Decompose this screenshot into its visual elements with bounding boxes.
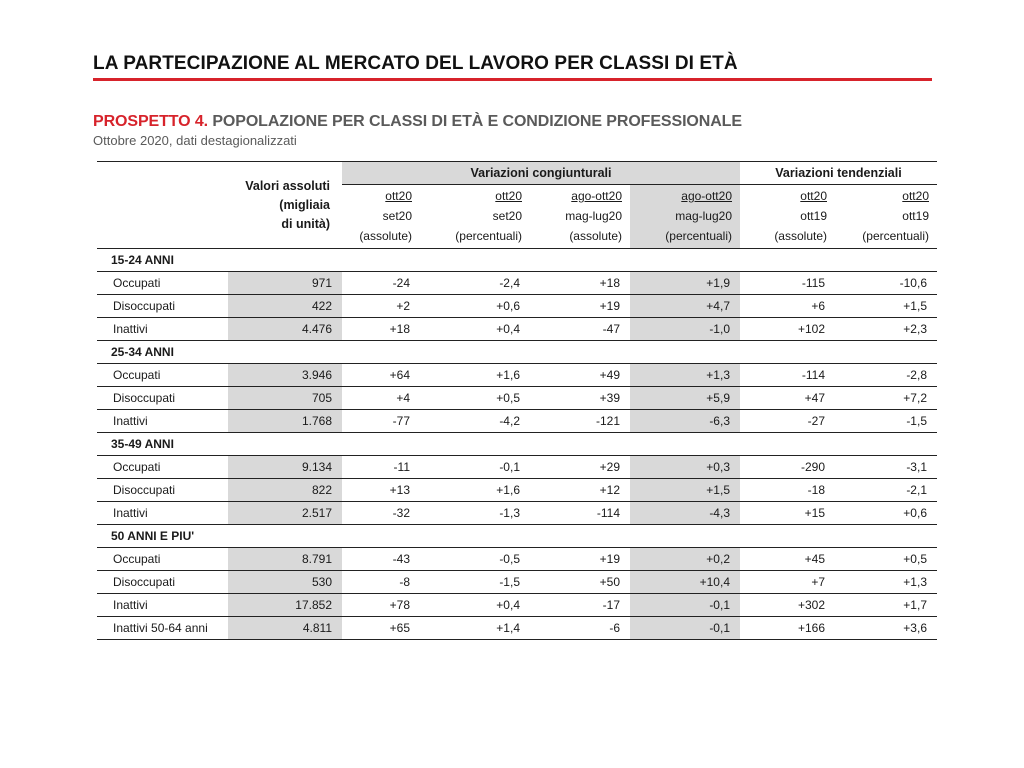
table-cell: -1,5 [420, 571, 530, 594]
table-cell: -2,4 [420, 272, 530, 295]
table-cell: +166 [740, 617, 835, 640]
title-rule [93, 78, 932, 81]
section-filler-cell [740, 249, 835, 272]
column-header-base: ott19 [800, 209, 827, 223]
table-row [97, 318, 937, 341]
table-cell: 705 [228, 387, 342, 410]
header-corner-lower [97, 185, 228, 249]
table-row [97, 295, 937, 318]
table-cell: +0,5 [420, 387, 530, 410]
section-filler-cell [342, 433, 420, 456]
table-cell: +0,2 [630, 548, 740, 571]
table-cell: -8 [342, 571, 420, 594]
table-cell: +18 [530, 272, 630, 295]
table-cell: +6 [740, 295, 835, 318]
table-cell: +0,5 [835, 548, 937, 571]
section-filler-cell [630, 249, 740, 272]
table-cell: -115 [740, 272, 835, 295]
section-title: 15-24 ANNI [97, 249, 228, 272]
page-title: LA PARTECIPAZIONE AL MERCATO DEL LAVORO PER CLASSI DI ETÀ [93, 53, 738, 74]
row-label: Disoccupati [97, 571, 228, 594]
column-header-period: ott20 [800, 189, 827, 203]
table-cell: +0,6 [835, 502, 937, 525]
table-cell: +1,3 [630, 364, 740, 387]
table-cell: -18 [740, 479, 835, 502]
table-cell: +7,2 [835, 387, 937, 410]
section-filler-cell [835, 249, 937, 272]
table-row [97, 410, 937, 433]
table-cell: +78 [342, 594, 420, 617]
table-cell: +45 [740, 548, 835, 571]
row-label: Disoccupati [97, 295, 228, 318]
header-corner [97, 162, 228, 185]
table-cell: 3.946 [228, 364, 342, 387]
table-cell: -47 [530, 318, 630, 341]
table-cell: -290 [740, 456, 835, 479]
table-row [97, 617, 937, 640]
table-cell: -0,1 [630, 594, 740, 617]
section-filler-cell [835, 433, 937, 456]
section-filler-cell [228, 249, 342, 272]
section-filler-cell [530, 341, 630, 364]
table-cell: +19 [530, 295, 630, 318]
column-header-base: set20 [492, 209, 522, 223]
valori-line-2: (migliaia [279, 197, 330, 212]
table-cell: -24 [342, 272, 420, 295]
column-header-unit: (assolute) [569, 229, 622, 243]
section-title: 25-34 ANNI [97, 341, 228, 364]
table-cell: +19 [530, 548, 630, 571]
section-filler-cell [740, 341, 835, 364]
section-filler-cell [420, 433, 530, 456]
column-header-unit: (percentuali) [862, 229, 929, 243]
table-cell: +0,6 [420, 295, 530, 318]
row-label: Inattivi [97, 410, 228, 433]
table-cell: +39 [530, 387, 630, 410]
table-cell: -27 [740, 410, 835, 433]
section-header-row [97, 433, 937, 456]
table-cell: -77 [342, 410, 420, 433]
prospetto-title: POPOLAZIONE PER CLASSI DI ETÀ E CONDIZIONE PROFESSIONALE [212, 113, 742, 130]
table-cell: +1,4 [420, 617, 530, 640]
section-filler-cell [420, 525, 530, 548]
table-cell: +1,6 [420, 364, 530, 387]
section-filler-cell [530, 525, 630, 548]
table-cell: 422 [228, 295, 342, 318]
column-header-base: ott19 [902, 209, 929, 223]
section-filler-cell [420, 249, 530, 272]
table-cell: +0,4 [420, 594, 530, 617]
table-cell: -1,0 [630, 318, 740, 341]
table-cell: 2.517 [228, 502, 342, 525]
section-filler-cell [342, 525, 420, 548]
table-cell: 530 [228, 571, 342, 594]
column-header-unit: (assolute) [774, 229, 827, 243]
valori-line-3: di unità) [281, 216, 330, 231]
table-cell: -114 [740, 364, 835, 387]
table-cell: -0,5 [420, 548, 530, 571]
table-cell: -3,1 [835, 456, 937, 479]
table-cell: +1,6 [420, 479, 530, 502]
table-cell: +1,3 [835, 571, 937, 594]
table-cell: -0,1 [630, 617, 740, 640]
column-header-base: mag-lug20 [565, 209, 622, 223]
table-caption [93, 113, 742, 131]
prospetto-number: PROSPETTO 4. [93, 113, 208, 130]
table-cell: -2,8 [835, 364, 937, 387]
section-filler-cell [835, 341, 937, 364]
table-cell: -10,6 [835, 272, 937, 295]
table-cell: +102 [740, 318, 835, 341]
table-cell: +10,4 [630, 571, 740, 594]
table-row [97, 272, 937, 295]
table-cell: +1,5 [630, 479, 740, 502]
table-cell: 1.768 [228, 410, 342, 433]
table-cell: -17 [530, 594, 630, 617]
column-header-period: ago-ott20 [681, 189, 732, 203]
table-cell: -2,1 [835, 479, 937, 502]
section-filler-cell [630, 341, 740, 364]
header-group-tendenziali: Variazioni tendenziali [740, 162, 937, 185]
table-cell: +3,6 [835, 617, 937, 640]
valori-line-1: Valori assoluti [245, 178, 330, 193]
table-cell: 822 [228, 479, 342, 502]
data-table [97, 161, 937, 640]
table-row [97, 502, 937, 525]
table-cell: -11 [342, 456, 420, 479]
table-cell: +4,7 [630, 295, 740, 318]
table-cell: -114 [530, 502, 630, 525]
table-cell: +15 [740, 502, 835, 525]
table-cell: +5,9 [630, 387, 740, 410]
table-row [97, 387, 937, 410]
row-label: Disoccupati [97, 387, 228, 410]
column-header [342, 185, 420, 249]
section-header-row [97, 525, 937, 548]
column-header-base: mag-lug20 [675, 209, 732, 223]
row-label: Occupati [97, 364, 228, 387]
row-label: Occupati [97, 272, 228, 295]
table-cell: +0,4 [420, 318, 530, 341]
section-title: 50 ANNI E PIU' [97, 525, 228, 548]
column-header-unit: (percentuali) [455, 229, 522, 243]
table-cell: +302 [740, 594, 835, 617]
section-title: 35-49 ANNI [97, 433, 228, 456]
table-cell: +2 [342, 295, 420, 318]
header-valori-assoluti [228, 162, 342, 249]
row-label: Inattivi [97, 594, 228, 617]
section-filler-cell [740, 525, 835, 548]
section-filler-cell [530, 249, 630, 272]
row-label: Occupati [97, 548, 228, 571]
column-header-period: ago-ott20 [571, 189, 622, 203]
table-cell: -1,5 [835, 410, 937, 433]
table-cell: -4,3 [630, 502, 740, 525]
table-cell: +49 [530, 364, 630, 387]
row-label: Disoccupati [97, 479, 228, 502]
row-label: Inattivi [97, 318, 228, 341]
table-cell: -1,3 [420, 502, 530, 525]
header-group-congiunturali: Variazioni congiunturali [342, 162, 740, 185]
table-cell: +1,7 [835, 594, 937, 617]
section-filler-cell [420, 341, 530, 364]
table-row [97, 479, 937, 502]
table-cell: +50 [530, 571, 630, 594]
table-row [97, 364, 937, 387]
table-cell: +0,3 [630, 456, 740, 479]
section-filler-cell [630, 525, 740, 548]
section-filler-cell [530, 433, 630, 456]
column-header-unit: (percentuali) [665, 229, 732, 243]
column-header [530, 185, 630, 249]
section-filler-cell [228, 525, 342, 548]
table-cell: +65 [342, 617, 420, 640]
table-cell: +12 [530, 479, 630, 502]
column-header-period: ott20 [902, 189, 929, 203]
column-header [420, 185, 530, 249]
table-cell: +1,9 [630, 272, 740, 295]
table-cell: 8.791 [228, 548, 342, 571]
table-row [97, 594, 937, 617]
table-cell: 4.811 [228, 617, 342, 640]
table-row [97, 456, 937, 479]
table-cell: 9.134 [228, 456, 342, 479]
table-subtitle: Ottobre 2020, dati destagionalizzati [93, 133, 297, 148]
section-filler-cell [630, 433, 740, 456]
table-cell: +1,5 [835, 295, 937, 318]
table-row [97, 548, 937, 571]
table-cell: +13 [342, 479, 420, 502]
column-header-period: ott20 [495, 189, 522, 203]
column-header [630, 185, 740, 249]
section-filler-cell [342, 341, 420, 364]
table-cell: -0,1 [420, 456, 530, 479]
section-filler-cell [342, 249, 420, 272]
column-header-period: ott20 [385, 189, 412, 203]
column-header-base: set20 [382, 209, 412, 223]
table-cell: +47 [740, 387, 835, 410]
header-row-columns [97, 185, 937, 249]
section-filler-cell [835, 525, 937, 548]
table-cell: +2,3 [835, 318, 937, 341]
row-label: Inattivi 50-64 anni [97, 617, 228, 640]
header-row-groups [97, 162, 937, 185]
section-filler-cell [228, 341, 342, 364]
table-cell: +4 [342, 387, 420, 410]
section-header-row [97, 341, 937, 364]
table-cell: +64 [342, 364, 420, 387]
section-header-row [97, 249, 937, 272]
table-cell: 4.476 [228, 318, 342, 341]
table-cell: +29 [530, 456, 630, 479]
section-filler-cell [228, 433, 342, 456]
table-cell: -6 [530, 617, 630, 640]
table-cell: -4,2 [420, 410, 530, 433]
table-cell: -121 [530, 410, 630, 433]
row-label: Occupati [97, 456, 228, 479]
column-header [740, 185, 835, 249]
table-row [97, 571, 937, 594]
column-header-unit: (assolute) [359, 229, 412, 243]
table-cell: -6,3 [630, 410, 740, 433]
table-cell: 17.852 [228, 594, 342, 617]
column-header [835, 185, 937, 249]
table-cell: +18 [342, 318, 420, 341]
row-label: Inattivi [97, 502, 228, 525]
table-cell: -43 [342, 548, 420, 571]
section-filler-cell [740, 433, 835, 456]
table-cell: +7 [740, 571, 835, 594]
table-cell: -32 [342, 502, 420, 525]
table-cell: 971 [228, 272, 342, 295]
